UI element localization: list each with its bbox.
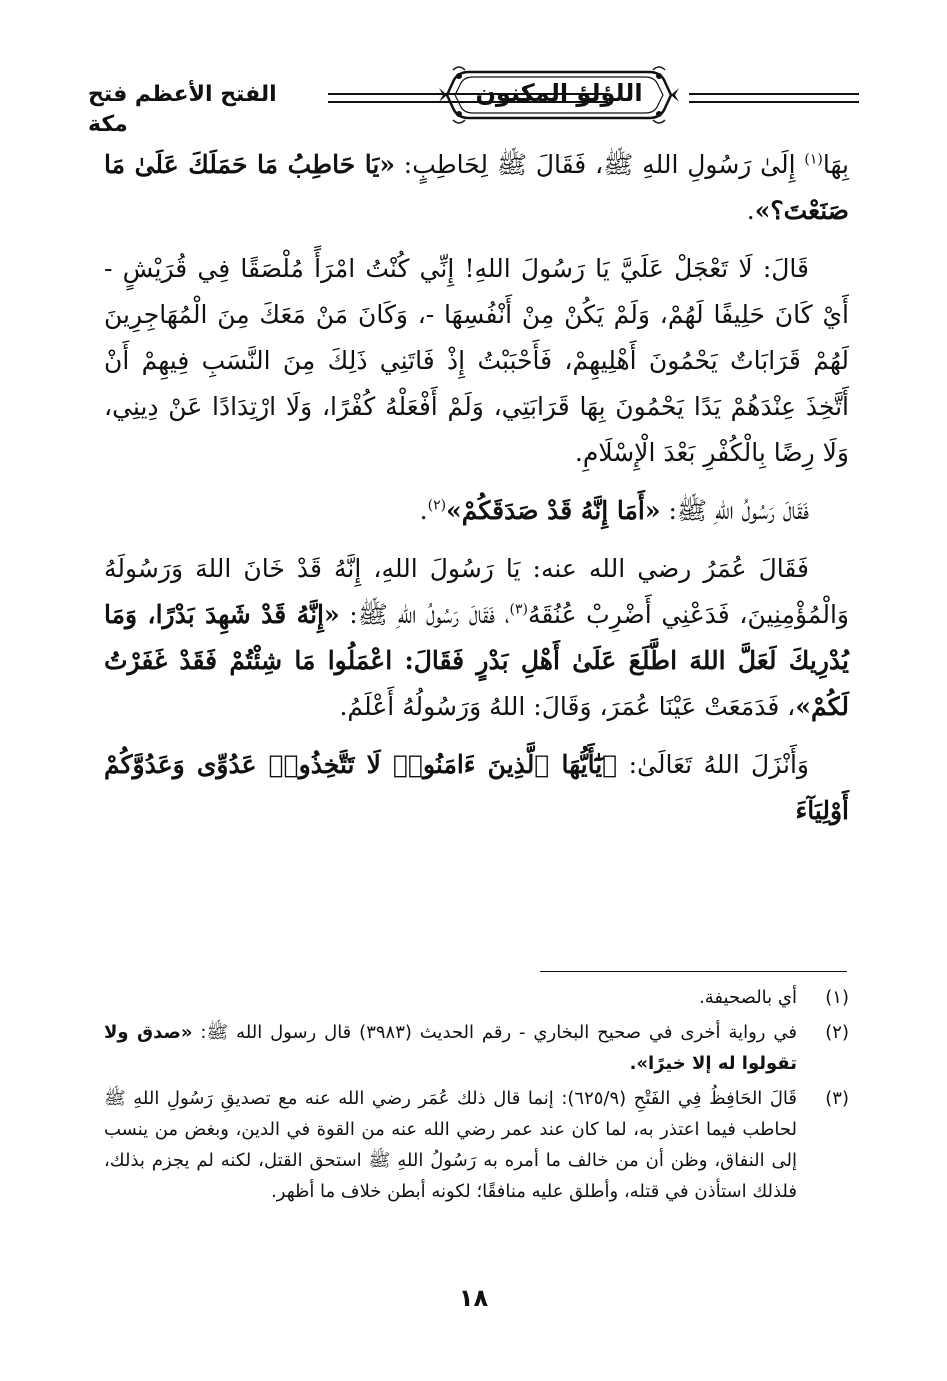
footnote-number: (٢) [825, 1022, 849, 1043]
footnote-1 [104, 982, 849, 1013]
p1-text-a: بِهَا [822, 150, 849, 179]
paragraph-5 [104, 742, 849, 834]
main-text [104, 142, 849, 846]
p1-end: . [746, 196, 755, 225]
footnote-number: (٣) [825, 1088, 849, 1109]
p4-text-a: فَقَالَ عُمَرُ رضي الله عنه: يَا رَسُولَ اللهِ، إِنَّهُ قَدْ خَانَ اللهَ وَرَسُولَهُ وَالْمُؤْمِنِينَ، فَدَعْنِي أَضْرِبْ عُنُقَهُ [104, 554, 849, 629]
footnote-bold-text: «صدق ولا تقولوا له إلا خيرًا». [104, 1022, 797, 1074]
footnote-text: أي بالصحيفة. [699, 987, 797, 1008]
header-rule-right [689, 93, 859, 103]
p4-end: ، فَدَمَعَتْ عَيْنَا عُمَرَ، وَقَالَ: اللهُ وَرَسُولُهُ أَعْلَمُ. [339, 692, 796, 721]
footnote-ref-3: (٣) [509, 601, 528, 618]
p3-text-a: فَقَالَ رَسُولُ اللهِ ﷺ: [660, 496, 809, 525]
p3-quote: «أَمَا إِنَّهُ قَدْ صَدَقَكُمْ» [446, 496, 661, 525]
p1-quote: «يَا حَاطِبُ مَا حَمَلَكَ عَلَىٰ مَا صَنَعْتَ؟» [104, 150, 849, 225]
footnote-text: قَالَ الحَافِظُ فِي الفَتْحِ (٦٢٥/٩): إنما قال ذلك عُمَر رضي الله عنه مع تصديقِ رَسُولِ اللهِ ﷺ لحاطب فيما اعتذر به، لما كان عند عمر رضي الله عنه من القوة في الدين، وبغض من ينسب إلى النفاق، وظن أن من خالف ما أمره به رَسُولُ اللهِ ﷺ استحق القتل، لكنه لم يجزم بذلك، فلذلك استأذن في قتله، وأطلق عليه منافقًا؛ لكونه أبطن خلاف ما أظهر. [104, 1088, 797, 1202]
footnote-separator [540, 971, 847, 972]
footnote-2 [104, 1017, 849, 1079]
footnotes [104, 982, 849, 1211]
paragraph-3 [104, 488, 849, 534]
p5-text-a: وَأَنْزَلَ اللهُ تَعَالَىٰ: [617, 750, 809, 779]
chapter-title: الفتح الأعظم فتح مكة [88, 82, 277, 137]
paragraph-1 [104, 142, 849, 234]
footnote-number: (١) [825, 987, 849, 1008]
footnote-ref-1: (١) [804, 151, 823, 168]
header-rule-middle [328, 93, 608, 103]
p3-end: . [419, 496, 428, 525]
p4-text-b: ، فَقَالَ رَسُولُ اللهِ ﷺ: [339, 600, 510, 629]
paragraph-4 [104, 546, 849, 730]
page-header [88, 62, 859, 137]
page-number: ١٨ [458, 1284, 489, 1312]
footnote-3 [104, 1083, 849, 1207]
book-title: اللؤلؤ المكنون [475, 79, 643, 107]
paragraph-2: قَالَ: لَا تَعْجَلْ عَلَيَّ يَا رَسُولَ اللهِ! إِنِّي كُنْتُ امْرَأً مُلْصَقًا فِي قُرَيْشٍ - أَيْ كَانَ حَلِيفًا لَهُمْ، وَلَمْ يَكُنْ مِنْ أَنْفُسِهَا -، وَكَانَ مَنْ مَعَكَ مِنَ الْمُهَاجِرِينَ لَهُمْ قَرَابَاتٌ يَحْمُونَ أَهْلِيهِمْ، فَأَحْبَبْتُ إِذْ فَاتَنِي ذَلِكَ مِنَ النَّسَبِ فِيهِمْ أَنْ أَتَّخِذَ عِنْدَهُمْ يَدًا يَحْمُونَ بِهَا قَرَابَتِي، وَلَمْ أَفْعَلْهُ كُفْرًا، وَلَا ارْتِدَادًا عَنْ دِينِي، وَلَا رِضًا بِالْكُفْرِ بَعْدَ الْإِسْلَامِ. [104, 254, 849, 467]
footnote-ref-2: (٢) [427, 497, 447, 514]
p1-text-b: إِلَىٰ رَسُولِ اللهِ ﷺ، فَقَالَ ﷺ لِحَاطِبٍ: [394, 150, 805, 179]
p4-quote: «إِنَّهُ قَدْ شَهِدَ بَدْرًا، وَمَا يُدْرِيكَ لَعَلَّ اللهَ اطَّلَعَ عَلَىٰ أَهْلِ بَدْرٍ فَقَالَ: اعْمَلُوا مَا شِئْتُمْ فَقَدْ غَفَرْتُ لَكُمْ» [104, 600, 849, 721]
p5-quote: ﴿يَٰٓأَيُّهَا ٱلَّذِينَ ءَامَنُوا۟ لَا تَتَّخِذُوا۟ عَدُوِّى وَعَدُوَّكُمْ أَوْلِيَآءَ [104, 750, 849, 825]
footnote-text: في رواية أخرى في صحيح البخاري - رقم الحديث (٣٩٨٣) قال رسول الله ﷺ: [200, 1022, 797, 1043]
